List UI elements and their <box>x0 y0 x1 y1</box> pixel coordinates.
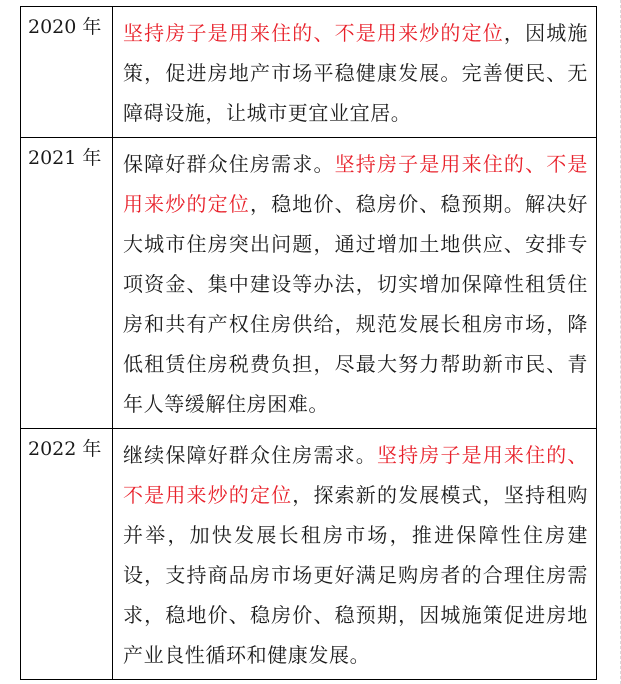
highlight-text: 坚持房子是用来住的、不是用来炒的定位 <box>123 152 589 216</box>
body-text: ，稳地价、稳房价、稳预期。解决好大城市住房突出问题，通过增加土地供应、安排专项资金、集中建设等办法，切实增加保障性租赁住房和共有产权住房供给，规范发展长租房市场，降低租赁住房税费负担，尽最大努力帮助新市民、青年人等缓解住房困难。 <box>123 192 588 416</box>
year-label: 2020 年 <box>28 16 102 38</box>
highlight-text: 坚持房子是用来住的、不是用来炒的定位 <box>123 21 504 45</box>
year-cell <box>21 429 113 680</box>
year-cell <box>21 7 113 138</box>
content-text <box>113 7 596 137</box>
content-text <box>113 429 596 679</box>
table-row-2022 <box>21 429 597 680</box>
body-text: 保障好群众住房需求。 <box>123 152 335 176</box>
content-cell <box>113 138 597 429</box>
body-text: ，探索新的发展模式，坚持租购并举，加快发展长租房市场，推进保障性住房建设，支持商品房市场更好满足购房者的合理住房需求，稳地价、稳房价、稳预期，因城施策促进房地产业良性循环和健康发展。 <box>123 483 588 667</box>
body-text: ，因城施策，促进房地产市场平稳健康发展。完善便民、无障碍设施，让城市更宜业宜居。 <box>123 21 588 125</box>
table-row-2020 <box>21 7 597 138</box>
year-label: 2022 年 <box>28 438 102 460</box>
highlight-text: 坚持房子是用来住的、不是用来炒的定位 <box>123 443 589 507</box>
table-row-2021 <box>21 138 597 429</box>
content-text <box>113 138 596 428</box>
year-label: 2021 年 <box>28 147 102 169</box>
year-cell <box>21 138 113 429</box>
policy-table <box>20 6 597 680</box>
body-text: 继续保障好群众住房需求。 <box>123 443 377 467</box>
content-cell <box>113 429 597 680</box>
content-cell <box>113 7 597 138</box>
